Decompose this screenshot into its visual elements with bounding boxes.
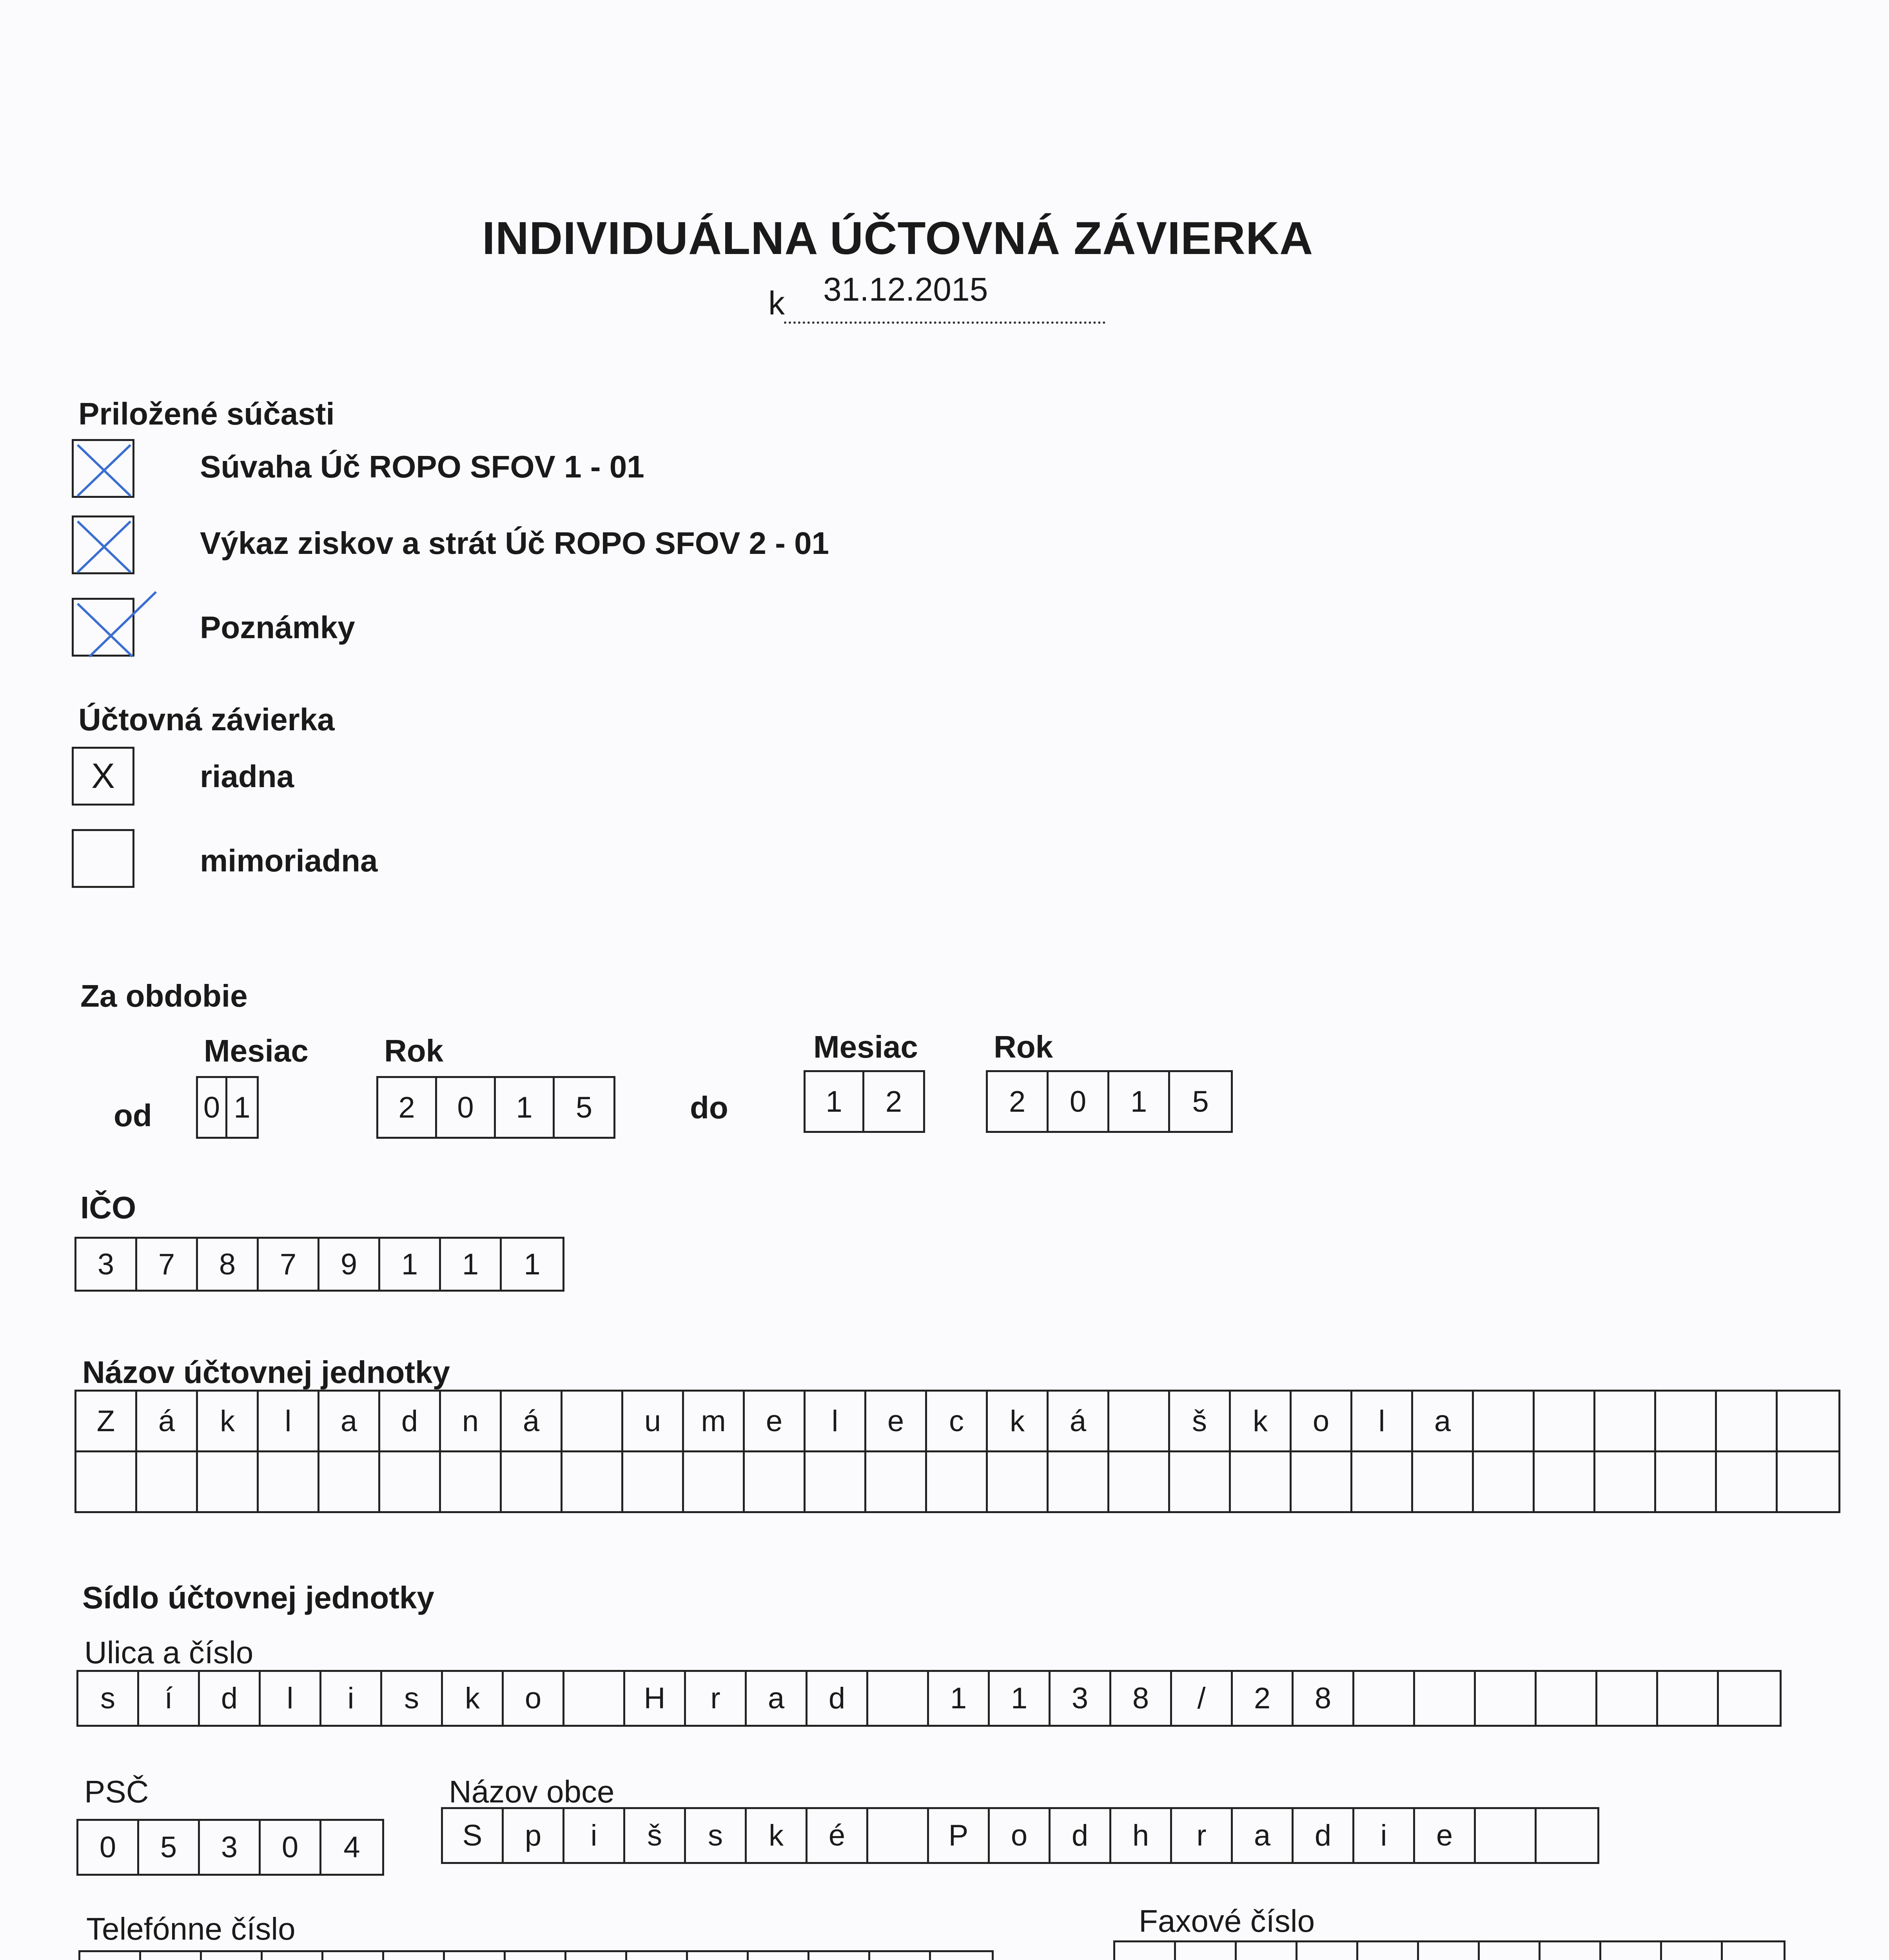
char-cell bbox=[76, 1452, 137, 1511]
digit-cell: 2 bbox=[378, 1078, 437, 1137]
to-month-boxes[interactable] bbox=[804, 1070, 925, 1133]
char-cell: 1 bbox=[441, 1239, 502, 1290]
char-cell: 1 bbox=[380, 1239, 441, 1290]
char-cell: s bbox=[686, 1809, 747, 1862]
char-cell bbox=[809, 1952, 870, 1960]
char-cell bbox=[931, 1952, 992, 1960]
char-cell bbox=[137, 1452, 198, 1511]
digit-cell: 2 bbox=[988, 1072, 1049, 1131]
fax-boxes[interactable] bbox=[1113, 1940, 1786, 1960]
to-month-label: Mesiac bbox=[813, 1029, 918, 1064]
char-cell bbox=[1656, 1452, 1717, 1511]
char-cell: 4 bbox=[343, 1831, 360, 1864]
attached-checkbox-balance[interactable] bbox=[72, 439, 134, 498]
char-cell bbox=[1358, 1942, 1419, 1960]
char-cell: d bbox=[380, 1392, 441, 1450]
char-cell bbox=[1595, 1452, 1656, 1511]
char-cell bbox=[445, 1952, 506, 1960]
attached-item-income: Výkaz ziskov a strát Úč ROPO SFOV 2 - 01 bbox=[200, 526, 829, 561]
char-cell bbox=[1115, 1942, 1176, 1960]
char-cell: S bbox=[443, 1809, 504, 1862]
char-cell bbox=[1413, 1452, 1474, 1511]
char-cell: e bbox=[745, 1392, 806, 1450]
char-cell bbox=[198, 1452, 259, 1511]
char-cell bbox=[749, 1952, 809, 1960]
char-cell bbox=[1601, 1942, 1662, 1960]
blue-cross-icon bbox=[74, 517, 136, 576]
char-cell: 7 bbox=[259, 1239, 319, 1290]
char-cell bbox=[259, 1452, 319, 1511]
char-cell: á bbox=[137, 1392, 198, 1450]
char-cell bbox=[1597, 1672, 1658, 1725]
char-cell: 3 bbox=[1051, 1672, 1111, 1725]
char-cell: m bbox=[684, 1392, 745, 1450]
char-cell bbox=[80, 1952, 141, 1960]
char-cell bbox=[927, 1452, 988, 1511]
char-cell bbox=[627, 1952, 688, 1960]
street-boxes[interactable] bbox=[76, 1670, 1782, 1727]
char-cell bbox=[868, 1672, 929, 1725]
digit-cell: 1 bbox=[1109, 1072, 1170, 1131]
char-cell: d bbox=[200, 1672, 261, 1725]
char-cell: é bbox=[807, 1809, 868, 1862]
char-cell bbox=[806, 1452, 866, 1511]
char-cell bbox=[563, 1392, 623, 1450]
char-cell: d bbox=[1294, 1809, 1354, 1862]
digit-cell: 1 bbox=[234, 1091, 250, 1124]
char-cell: l bbox=[806, 1392, 866, 1450]
char-cell bbox=[1474, 1392, 1535, 1450]
char-cell: a bbox=[747, 1672, 807, 1725]
char-cell bbox=[1535, 1392, 1595, 1450]
char-cell bbox=[1109, 1392, 1170, 1450]
char-cell bbox=[1778, 1392, 1838, 1450]
char-cell: p bbox=[504, 1809, 564, 1862]
char-cell bbox=[566, 1952, 627, 1960]
char-cell bbox=[1480, 1942, 1541, 1960]
from-year-boxes[interactable] bbox=[376, 1076, 615, 1139]
char-cell bbox=[1474, 1452, 1535, 1511]
digit-cell: 1 bbox=[806, 1072, 864, 1131]
char-cell: a bbox=[1413, 1392, 1474, 1450]
closing-regular-checkbox[interactable]: X bbox=[72, 747, 134, 806]
char-cell bbox=[1109, 1452, 1170, 1511]
char-cell: 1 bbox=[990, 1672, 1051, 1725]
char-cell: / bbox=[1172, 1672, 1233, 1725]
char-cell: o bbox=[504, 1672, 564, 1725]
name-boxes-row2[interactable] bbox=[74, 1450, 1840, 1513]
char-cell: a bbox=[319, 1392, 380, 1450]
char-cell bbox=[1049, 1452, 1109, 1511]
char-cell bbox=[1662, 1942, 1723, 1960]
char-cell: š bbox=[1170, 1392, 1231, 1450]
psc-boxes[interactable] bbox=[76, 1819, 384, 1876]
char-cell bbox=[1535, 1452, 1595, 1511]
date-value[interactable]: 31.12.2015 bbox=[823, 271, 988, 308]
char-cell: 8 bbox=[198, 1239, 259, 1290]
name-heading: Názov účtovnej jednotky bbox=[82, 1355, 450, 1390]
document-title: INDIVIDUÁLNA ÚČTOVNÁ ZÁVIERKA bbox=[482, 212, 1314, 264]
char-cell: n bbox=[441, 1392, 502, 1450]
phone-boxes[interactable] bbox=[78, 1950, 994, 1960]
name-boxes-row1[interactable] bbox=[74, 1390, 1840, 1452]
phone-label: Telefónne číslo bbox=[86, 1911, 296, 1946]
from-label: od bbox=[114, 1098, 152, 1133]
char-cell: i bbox=[321, 1672, 382, 1725]
street-label: Ulica a číslo bbox=[84, 1635, 254, 1670]
char-cell: 0 bbox=[78, 1821, 139, 1874]
char-cell bbox=[384, 1952, 445, 1960]
char-cell: s bbox=[78, 1672, 139, 1725]
date-underline bbox=[784, 321, 1105, 324]
char-cell bbox=[202, 1952, 263, 1960]
char-cell: u bbox=[623, 1392, 684, 1450]
closing-extra-label: mimoriadna bbox=[200, 843, 378, 878]
char-cell bbox=[1237, 1942, 1297, 1960]
char-cell: l bbox=[261, 1672, 321, 1725]
char-cell: a bbox=[1233, 1809, 1294, 1862]
char-cell bbox=[1719, 1672, 1780, 1725]
char-cell bbox=[1415, 1672, 1476, 1725]
attached-checkbox-notes[interactable] bbox=[72, 598, 134, 657]
closing-heading: Účtovná závierka bbox=[78, 702, 335, 737]
char-cell bbox=[380, 1452, 441, 1511]
ico-boxes[interactable] bbox=[74, 1237, 564, 1292]
digit-cell: 0 bbox=[437, 1078, 496, 1137]
char-cell: d bbox=[1051, 1809, 1111, 1862]
from-year-label: Rok bbox=[384, 1033, 444, 1068]
to-year-label: Rok bbox=[994, 1029, 1053, 1064]
from-month-label: Mesiac bbox=[204, 1033, 308, 1068]
char-cell: k bbox=[443, 1672, 504, 1725]
psc-label: PSČ bbox=[84, 1774, 149, 1809]
char-cell: 1 bbox=[929, 1672, 990, 1725]
char-cell bbox=[868, 1809, 929, 1862]
char-cell: á bbox=[1049, 1392, 1109, 1450]
closing-extra-checkbox[interactable] bbox=[72, 829, 134, 888]
char-cell: c bbox=[927, 1392, 988, 1450]
town-label: Názov obce bbox=[449, 1774, 615, 1809]
char-cell bbox=[1595, 1392, 1656, 1450]
char-cell: i bbox=[564, 1809, 625, 1862]
char-cell: o bbox=[990, 1809, 1051, 1862]
period-heading: Za obdobie bbox=[80, 978, 248, 1013]
char-cell bbox=[1541, 1942, 1601, 1960]
char-cell bbox=[1292, 1452, 1352, 1511]
char-cell: k bbox=[1231, 1392, 1292, 1450]
char-cell bbox=[870, 1952, 931, 1960]
to-label: do bbox=[690, 1090, 728, 1125]
town-boxes[interactable] bbox=[441, 1807, 1599, 1864]
char-cell: h bbox=[1111, 1809, 1172, 1862]
char-cell bbox=[1170, 1452, 1231, 1511]
char-cell bbox=[623, 1452, 684, 1511]
fax-label: Faxové číslo bbox=[1139, 1904, 1315, 1938]
char-cell bbox=[323, 1952, 384, 1960]
char-cell bbox=[564, 1672, 625, 1725]
digit-cell: 0 bbox=[198, 1078, 227, 1137]
char-cell: 3 bbox=[76, 1239, 137, 1290]
char-cell bbox=[1476, 1809, 1537, 1862]
char-cell bbox=[1537, 1672, 1597, 1725]
digit-cell: 2 bbox=[885, 1085, 902, 1118]
char-cell bbox=[563, 1452, 623, 1511]
char-cell: l bbox=[1352, 1392, 1413, 1450]
char-cell: l bbox=[259, 1392, 319, 1450]
char-cell: 8 bbox=[1294, 1672, 1354, 1725]
char-cell: i bbox=[1354, 1809, 1415, 1862]
digit-cell: 0 bbox=[1049, 1072, 1109, 1131]
char-cell bbox=[988, 1452, 1049, 1511]
char-cell: 0 bbox=[261, 1821, 321, 1874]
attached-item-notes: Poznámky bbox=[200, 610, 355, 645]
char-cell bbox=[1537, 1809, 1597, 1862]
char-cell bbox=[1352, 1452, 1413, 1511]
char-cell bbox=[263, 1952, 323, 1960]
char-cell bbox=[1176, 1942, 1237, 1960]
char-cell bbox=[141, 1952, 202, 1960]
char-cell: k bbox=[747, 1809, 807, 1862]
char-cell: H bbox=[625, 1672, 686, 1725]
char-cell: í bbox=[139, 1672, 200, 1725]
char-cell: Z bbox=[76, 1392, 137, 1450]
char-cell bbox=[1723, 1942, 1784, 1960]
char-cell: š bbox=[625, 1809, 686, 1862]
char-cell: 5 bbox=[139, 1821, 200, 1874]
char-cell bbox=[1297, 1942, 1358, 1960]
char-cell bbox=[688, 1952, 749, 1960]
char-cell: P bbox=[929, 1809, 990, 1862]
char-cell: k bbox=[988, 1392, 1049, 1450]
char-cell: o bbox=[1292, 1392, 1352, 1450]
char-cell bbox=[441, 1452, 502, 1511]
char-cell bbox=[502, 1452, 563, 1511]
char-cell: 7 bbox=[137, 1239, 198, 1290]
char-cell bbox=[1231, 1452, 1292, 1511]
char-cell bbox=[1419, 1942, 1480, 1960]
attached-heading: Priložené súčasti bbox=[78, 396, 335, 431]
char-cell: 2 bbox=[1233, 1672, 1294, 1725]
char-cell bbox=[319, 1452, 380, 1511]
char-cell bbox=[684, 1452, 745, 1511]
char-cell: r bbox=[686, 1672, 747, 1725]
char-cell: 1 bbox=[524, 1247, 541, 1281]
char-cell: e bbox=[866, 1392, 927, 1450]
char-cell: 8 bbox=[1111, 1672, 1172, 1725]
char-cell: á bbox=[502, 1392, 563, 1450]
blue-cross-icon bbox=[74, 441, 136, 500]
char-cell: 9 bbox=[319, 1239, 380, 1290]
attached-item-balance: Súvaha Úč ROPO SFOV 1 - 01 bbox=[200, 449, 644, 484]
attached-checkbox-income[interactable] bbox=[72, 515, 134, 574]
from-month-boxes[interactable] bbox=[196, 1076, 259, 1139]
char-cell bbox=[1656, 1392, 1717, 1450]
digit-cell: 1 bbox=[496, 1078, 555, 1137]
blue-cross-icon bbox=[74, 600, 164, 659]
char-cell: e bbox=[1415, 1809, 1476, 1862]
digit-cell: 5 bbox=[1192, 1085, 1209, 1118]
char-cell bbox=[1354, 1672, 1415, 1725]
char-cell: r bbox=[1172, 1809, 1233, 1862]
ico-heading: IČO bbox=[80, 1190, 136, 1225]
char-cell bbox=[506, 1952, 566, 1960]
char-cell bbox=[1717, 1452, 1778, 1511]
char-cell bbox=[866, 1452, 927, 1511]
char-cell: k bbox=[198, 1392, 259, 1450]
char-cell: d bbox=[807, 1672, 868, 1725]
char-cell bbox=[1717, 1392, 1778, 1450]
to-year-boxes[interactable] bbox=[986, 1070, 1233, 1133]
char-cell: s bbox=[382, 1672, 443, 1725]
char-cell bbox=[1778, 1452, 1838, 1511]
char-cell bbox=[1658, 1672, 1719, 1725]
seat-heading: Sídlo účtovnej jednotky bbox=[82, 1580, 434, 1615]
char-cell: 3 bbox=[200, 1821, 261, 1874]
date-prefix: k bbox=[768, 285, 785, 321]
char-cell bbox=[745, 1452, 806, 1511]
closing-regular-label: riadna bbox=[200, 759, 294, 794]
char-cell bbox=[1476, 1672, 1537, 1725]
digit-cell: 5 bbox=[575, 1091, 593, 1124]
